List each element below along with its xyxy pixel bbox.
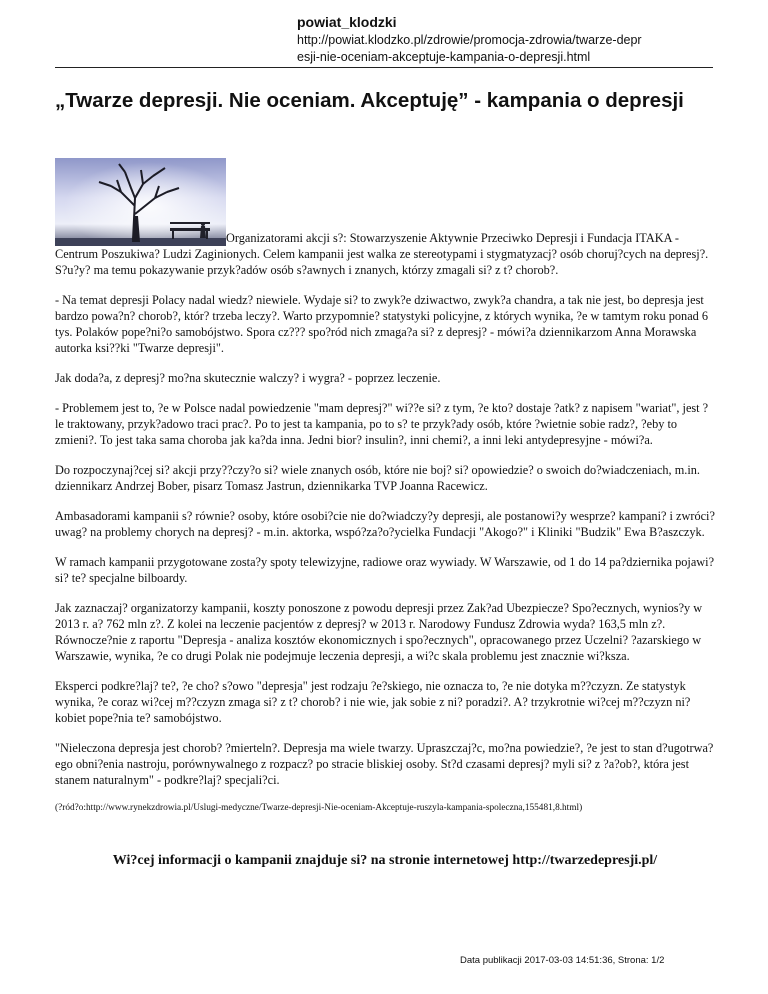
article-paragraph: Eksperci podkre?laj? te?, ?e cho? s?owo "depresja" jest rodzaju ?e?skiego, nie oznacza to, ?e nie dotyka m??czyzn. Ze statystyk wynika, ?e coraz wi?cej m??czyzn zmaga si? z t? chorob? i nie wie, jak sobie z ni? poradzi?. A? trzykrotnie wi?cej m??czyzn ni? kobiet pope?nia te? samobójstwo. [55,679,691,725]
page-url-line-2[interactable]: esji-nie-oceniam-akceptuje-kampania-o-depresji.html [297,50,591,64]
article-paragraph: - Na temat depresji Polacy nadal wiedz? niewiele. Wydaje si? to zwyk?e dziwactwo, zwyk?a chandra, a tak nie jest, bo depresja jest bardzo powa?n? chorob?, któr? trzeba leczy?. Warto przypomnie? statystyki policyjne, z których wynika, ?e w tamtym roku ponad 6 tys. Polaków pope?ni?o samobójstwo. Spora cz??? spo?ród nich zmaga?a si? z depresj? - mówi?a dziennikarzom Anna Morawska autorka ksi??ki "Twarze depresji". [55,293,709,355]
more-info-link[interactable]: Wi?cej informacji o kampanii znajduje si? na stronie internetowej http://twarzedepresji.pl/ [112,853,658,868]
article-paragraph: Jak doda?a, z depresj? mo?na skutecznie walczy? i wygra? - poprzez leczenie. [55,371,441,385]
source-link[interactable]: (?ród?o:http://www.rynekzdrowia.pl/Uslugi-medyczne/Twarze-depresji-Nie-oceniam-Akceptuje-ruszyla-kampania-spoleczna,155481,8.html) [55,803,583,813]
article-paragraph: Ambasadorami kampanii s? równie? osoby, które osobi?cie nie do?wiadczy?y depresji, ale postanowi?y wesprze? kampani? i zwróci? uwag? na problemy chorych na depresj? - m.in. aktorka, wspó?za?o?ycielka Fundacji "Akogo?" i Kliniki "Budzik" Ewa B?aszczyk. [55,509,715,539]
article-paragraph: Organizatorami akcji s?: Stowarzyszenie Aktywnie Przeciwko Depresji i Fundacja ITAKA - Centrum Poszukiwa? Ludzi Zaginionych. Celem kampanii jest walka ze stereotypami i stygmatyzacj? osób choruj?cych na depresj?. S?u?y? ma temu pokazywanie przyk?adów osób s?awnych i znanych, którzy zmagali si? z t? chorob?. [55,231,709,277]
article-paragraph: - Problemem jest to, ?e w Polsce nadal powiedzenie "mam depresj?" wi??e si? z tym, ?e kto? dostaje ?atk? z napisem "wariat", jest ?le traktowany, przyk?adowo traci prac?. Po to jest ta kampania, po to s? te przyk?ady osób, które ?wietnie sobie radz?, ?eby to zmieni?. To jest taka sama choroba jak ka?da inna. Jedni bior? insulin?, inni chemi?, a inni leki antydepresyjne - mówi?a. [55,401,709,447]
article-title: „Twarze depresji. Nie oceniam. Akceptuję” - kampania o depresji [55,89,684,112]
page-url-line-1[interactable]: http://powiat.klodzko.pl/zdrowie/promocja-zdrowia/twarze-depr [297,33,642,47]
page-header [297,13,713,66]
article-paragraph: Jak zaznaczaj? organizatorzy kampanii, koszty ponoszone z powodu depresji przez Zak?ad Ubezpiecze? Spo?ecznych, wynios?y w 2013 r. a? 762 mln z?. Z kolei na leczenie pacjentów z depresj? w 2013 r. Narodowy Fundusz Zdrowia wyda? 163,5 mln z?. Równocze?nie z raportu "Depresja - analiza kosztów ekonomicznych i spo?ecznych", opracowanego przez Uczelni? ?azarskiego w Warszawie, wynika, ?e co drugi Polak nie podejmuje leczenia depresji, a wi?c skala problemu jest znacznie wi?ksza. [55,601,703,663]
article-paragraph: W ramach kampanii przygotowane zosta?y spoty telewizyjne, radiowe oraz wywiady. W Warszawie, od 1 do 14 pa?dziernika pojawi? si? te? specjalne bilboardy. [55,555,715,585]
header-divider [55,67,713,68]
article-paragraph: "Nieleczona depresja jest chorob? ?mierteln?. Depresja ma wiele twarzy. Upraszczaj?c, mo?na powiedzie?, ?e jest to stan d?ugotrwa?ego obni?enia nastroju, porównywalnego z rozpacz? po stracie bliskiej osoby. St?d czasami depresj? myli si? z ?a?ob?, która jest stanem naturalnym" - podkre?laj? specjali?ci. [55,741,714,787]
tree-bench-silhouette-photo-icon [55,158,226,246]
site-name: powiat_klodzki [297,14,397,30]
article-paragraph: Do rozpoczynaj?cej si? akcji przy??czy?o si? wiele znanych osób, które nie boj? si? opowiedzie? o swoich do?wiadczeniach, m.in. dziennikarz Andrzej Bober, pisarz Tomasz Jastrun, dziennikarka TVP Joanna Racewicz. [55,463,700,493]
article-body [55,158,715,870]
publication-footer: Data publikacji 2017-03-03 14:51:36, Strona: 1/2 [460,955,665,966]
page-url[interactable] [297,32,713,66]
